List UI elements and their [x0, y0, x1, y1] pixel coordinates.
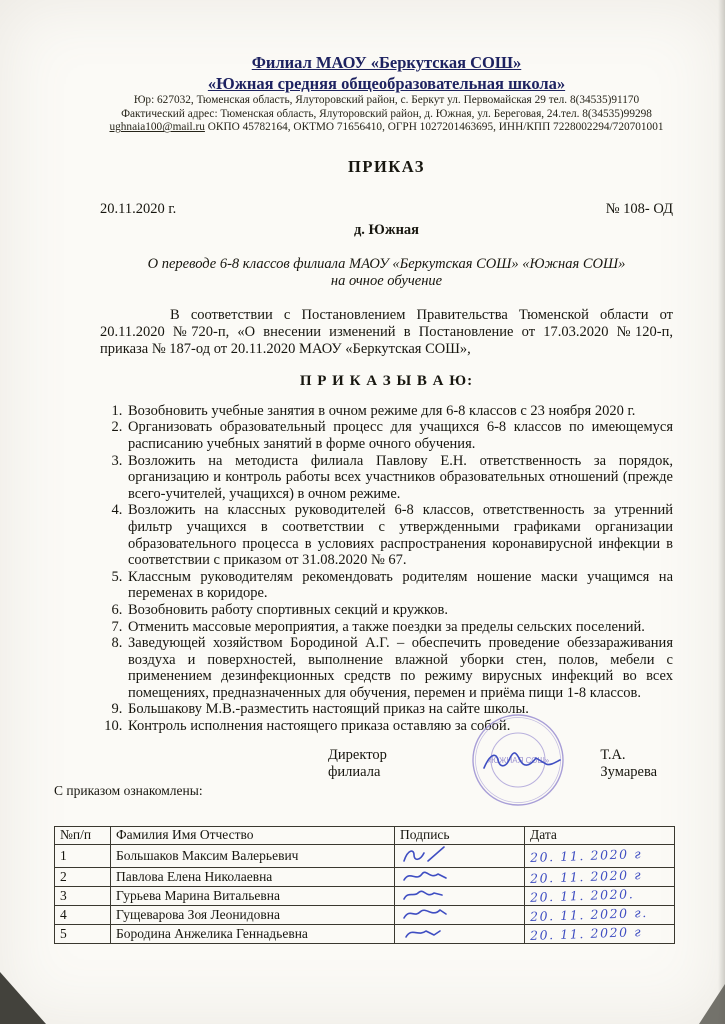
order-place: д. Южная — [353, 221, 420, 238]
cell-name: Гурьева Марина Витальевна — [111, 886, 395, 905]
table-header-row — [55, 826, 675, 844]
signature-icon — [400, 925, 444, 943]
cell-date — [525, 924, 675, 943]
scan-edge-shadow — [718, 0, 725, 1024]
document-header — [100, 52, 673, 135]
col-header-date: Дата — [525, 826, 675, 844]
cell-signature — [395, 924, 525, 943]
signature-icon — [400, 868, 456, 886]
handwritten-date: 20. 11. 2020 г — [529, 923, 643, 943]
acknowledgement-section — [54, 783, 675, 944]
cell-num: 2 — [55, 867, 111, 886]
order-item-1: 1. Возобновить учебные занятия в очном режиме для 6-8 классов с 23 ноября 2020 г. — [126, 403, 673, 420]
cell-date — [525, 844, 675, 867]
order-item-8: 8. Заведующей хозяйством Бородиной А.Г. – обеспечить проведение обеззараживания воздуха и поверхностей, выполнение влажной уборки стен, полов, мебели с применением дезинфекционных средств по режиму вирусных инфекций во всех помещениях, предназначенных для обучения, перемен и приёма пищи 1-8 классов. — [126, 635, 673, 701]
table-row — [55, 867, 675, 886]
cell-name: Большаков Максим Валерьевич — [111, 844, 395, 867]
document-title: ПРИКАЗ — [348, 156, 425, 176]
cell-signature — [395, 886, 525, 905]
order-item-6: 6. Возобновить работу спортивных секций и кружков. — [126, 602, 673, 619]
cell-name: Гущеварова Зоя Леонидовна — [111, 905, 395, 924]
order-item-5: 5. Классным руководителям рекомендовать родителям ношение маски учащимся на переменах в коридоре. — [126, 569, 673, 602]
director-signature-icon — [480, 748, 564, 778]
table-row — [55, 905, 675, 924]
order-item-7: 7. Отменить массовые мероприятия, а также поездки за пределы сельских поселений. — [126, 619, 673, 636]
org-address-line2: Фактический адрес: Тюменская область, Ялуторовский район, д. Южная, ул. Береговая, 24.тел. 8(34535)99298 — [121, 107, 652, 120]
signature-icon — [400, 906, 450, 924]
cell-num: 1 — [55, 844, 111, 867]
order-date: 20.11.2020 г. — [100, 200, 177, 217]
subject-line1: О переводе 6-8 классов филиала МАОУ «Беркутская СОШ» «Южная СОШ» — [147, 255, 626, 272]
org-name-line2: «Южная средняя общеобразовательная школа» — [207, 74, 566, 93]
org-address-line1: Юр: 627032, Тюменская область, Ялуторовский район, с. Беркут ул. Первомайская 29 тел. 8(34535)91170 — [133, 94, 640, 106]
signer-role: Директор филиала — [328, 746, 387, 780]
order-item-4: 4. Возложить на классных руководителей 6-8 классов, ответственность за утренний фильтр учащихся в соответствии с утвержденными графиками организации образовательного процесса в условиях распространения коронавирусной инфекции в соответствии с приказом от 31.08.2020 № 67. — [126, 502, 673, 568]
cell-num: 5 — [55, 924, 111, 943]
col-header-signature: Подпись — [395, 826, 525, 844]
col-header-name: Фамилия Имя Отчество — [111, 826, 395, 844]
handwritten-date: 20. 11. 2020 г — [529, 845, 643, 865]
cell-date — [525, 886, 675, 905]
handwritten-date: 20. 11. 2020 г. — [529, 904, 649, 924]
order-item-3: 3. Возложить на методиста филиала Павлову Е.Н. ответственность за порядок, организацию и контроль работы всех участников образовательных отношений (прежде всего-учителей, учащихся) в очном режиме. — [126, 453, 673, 503]
decree-word: П Р И К А З Ы В А Ю: — [299, 372, 474, 389]
col-header-num: №п/п — [55, 826, 111, 844]
signature-row — [100, 747, 673, 781]
cell-num: 3 — [55, 886, 111, 905]
cell-signature — [395, 905, 525, 924]
org-name-line1: Филиал МАОУ «Беркутская СОШ» — [251, 53, 522, 72]
cell-signature — [395, 844, 525, 867]
table-row — [55, 844, 675, 867]
signature-icon — [400, 845, 456, 867]
order-item-10: 10. Контроль исполнения настоящего приказа оставляю за собой. — [126, 718, 673, 735]
cell-signature — [395, 867, 525, 886]
cell-num: 4 — [55, 905, 111, 924]
stamp-center-text: «ЮЖНАЯ СОШ» — [486, 755, 549, 765]
signer-name: Т.А. Зумарева — [600, 746, 658, 780]
meta-row — [100, 201, 673, 218]
order-number: № 108- ОД — [605, 200, 673, 217]
acknowledgement-label: С приказом ознакомлены: — [54, 782, 203, 798]
order-subject — [100, 256, 673, 290]
handwritten-date: 20. 11. 2020 г — [529, 866, 643, 886]
intro-paragraph: В соответствии с Постановлением Правительства Тюменской области от 20.11.2020 №720-п, «О внесении изменений в Постановление от 17.03.2020 №120-п, приказа № 187-од от 20.11.2020 МАОУ «Беркутская СОШ», — [100, 306, 673, 357]
acknowledgement-table — [54, 826, 675, 944]
org-registry-line — [100, 121, 673, 135]
cell-name: Бородина Анжелика Геннадьевна — [111, 924, 395, 943]
handwritten-date: 20. 11. 2020. — [529, 885, 635, 905]
subject-line2: на очное обучение — [330, 272, 443, 289]
cell-date — [525, 867, 675, 886]
org-email: ughnaia100@mail.ru — [109, 121, 205, 134]
signature-icon — [400, 887, 448, 905]
cell-name: Павлова Елена Николаевна — [111, 867, 395, 886]
table-row — [55, 886, 675, 905]
order-item-2: 2. Организовать образовательный процесс для учащихся 6-8 классов по имеющемуся расписанию учебных занятий в форме очного обучения. — [126, 419, 673, 452]
scan-corner-artifact-left — [0, 972, 46, 1024]
org-registry-codes: ОКПО 45782164, ОКТМО 71656410, ОГРН 1027201463695, ИНН/КПП 7228002294/720701001 — [204, 121, 664, 134]
cell-date — [525, 905, 675, 924]
director-signature-area — [452, 748, 601, 780]
table-row — [55, 924, 675, 943]
order-items-list — [100, 403, 673, 735]
order-item-9: 9. Большакову М.В.-разместить настоящий приказ на сайте школы. — [126, 701, 673, 718]
